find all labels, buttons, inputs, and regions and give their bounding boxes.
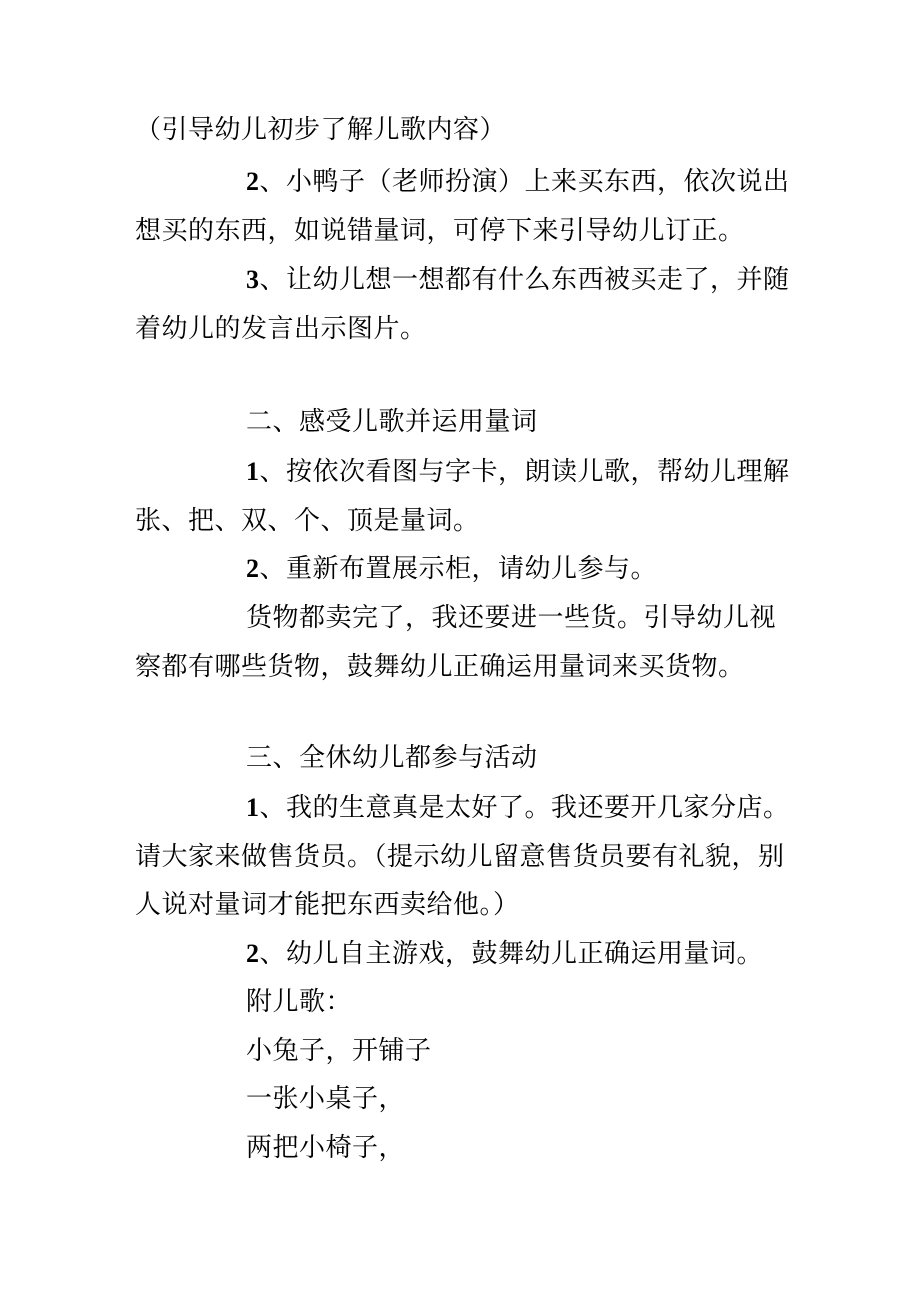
section-heading-3: 三、全休幼儿都参与活动 [246,743,538,773]
text-line-goods: 货物都卖完了，我还要进一些货。引导幼儿视 [246,603,777,633]
text-line-intro-note: （引导幼儿初步了解儿歌内容） [135,115,507,145]
text-line-rhyme-title: 附儿歌： [246,987,353,1017]
text-line-step-3-cont: 着幼儿的发言出示图片。 [135,314,427,344]
text-line-sec2-step-2: 2、重新布置展示柜，请幼儿参与。 [246,554,658,584]
text-line-sec3-step-1: 1、我的生意真是太好了。我还要开几家分店。 [246,793,790,823]
text-line-rhyme-2: 一张小桌子， [246,1084,406,1114]
text-line-sec2-step-1: 1、按依次看图与字卡，朗读儿歌，帮幼儿理解 [246,457,790,487]
text-line-sec3-step-1-cont2: 人说对量词才能把东西卖给他。） [135,890,520,920]
text-line-sec3-step-1-cont: 请大家来做售货员。（提示幼儿留意售货员要有礼貌，别 [135,842,785,872]
section-heading-2: 二、感受儿歌并运用量词 [246,407,538,437]
text-line-step-2-cont: 想买的东西，如说错量词，可停下来引导幼儿订正。 [135,216,745,246]
text-line-step-3: 3、让幼儿想一想都有什么东西被买走了，并随 [246,265,790,295]
text-line-goods-cont: 察都有哪些货物，鼓舞幼儿正确运用量词来买货物。 [135,652,745,682]
text-line-sec3-step-2: 2、幼儿自主游戏，鼓舞幼儿正确运用量词。 [246,939,764,969]
text-line-rhyme-1: 小兔子，开铺子 [246,1036,432,1066]
text-line-rhyme-3: 两把小椅子， [246,1133,406,1163]
text-line-step-2: 2、小鸭子（老师扮演）上来买东西，依次说出 [246,167,790,197]
text-line-sec2-step-1-cont: 张、把、双、个、顶是量词。 [135,506,480,536]
